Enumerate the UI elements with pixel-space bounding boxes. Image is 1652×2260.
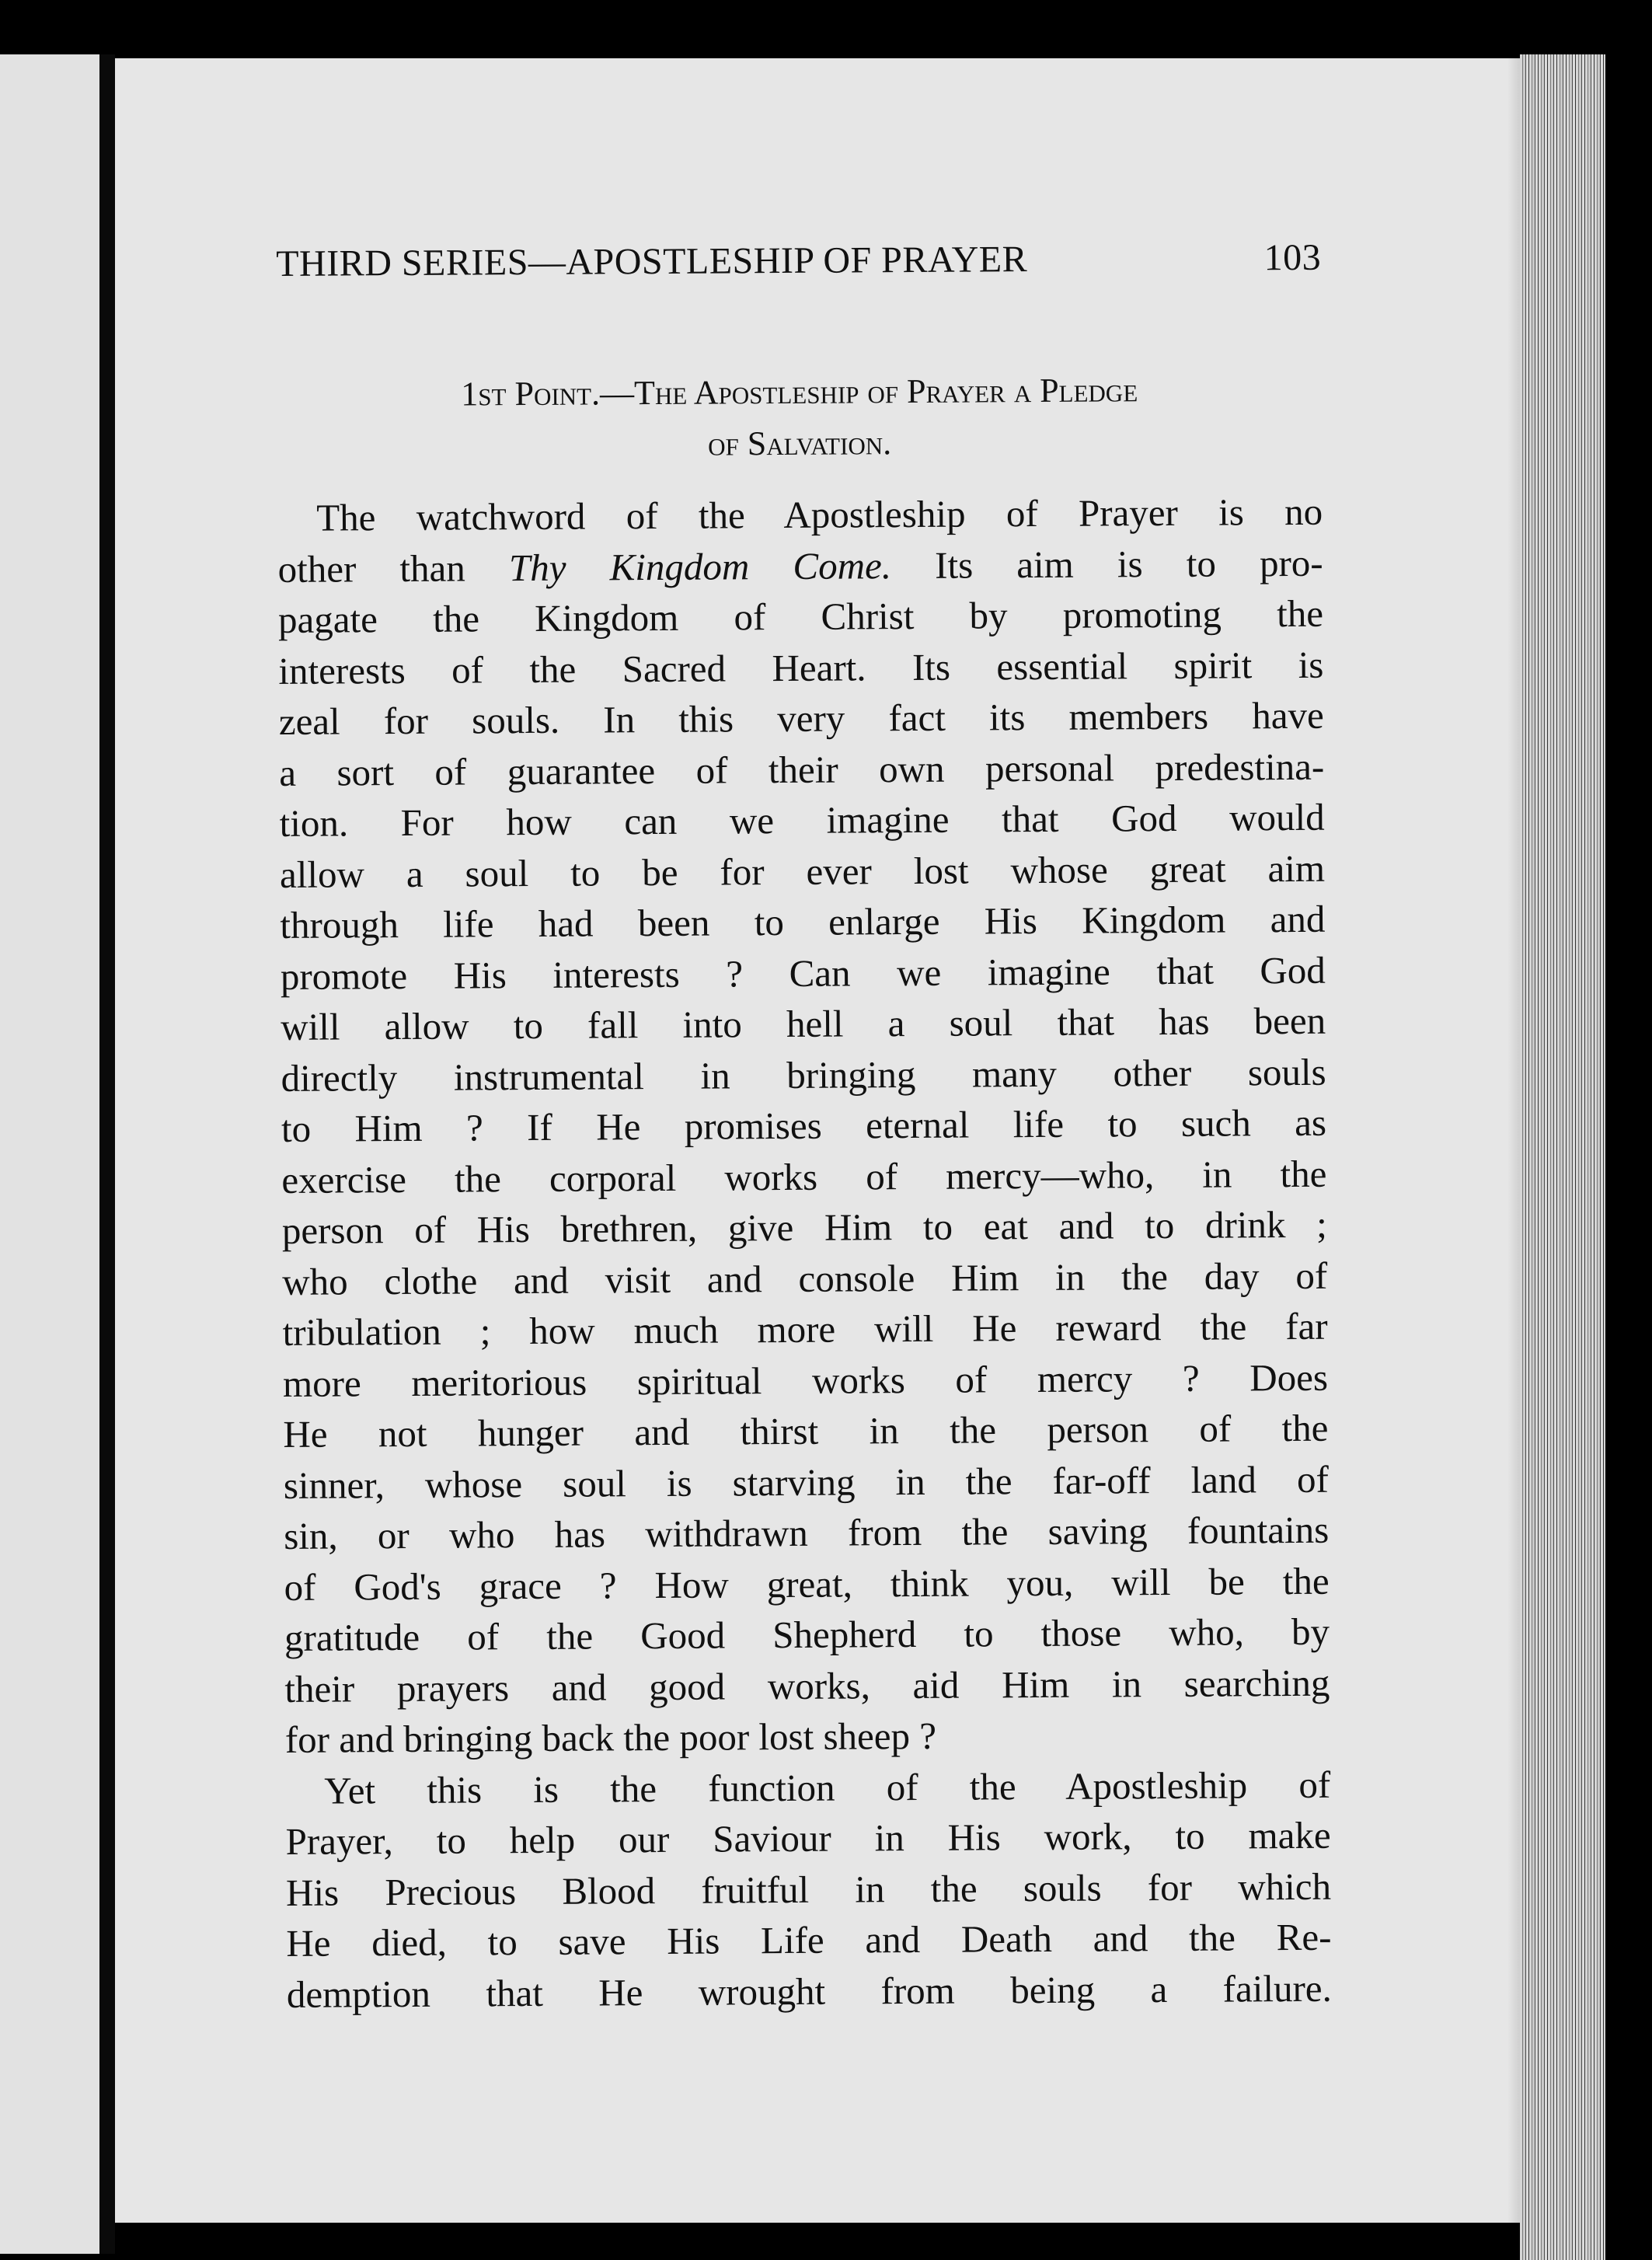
text-line: The watchword of the Apostleship of Prayer is no (316, 490, 1323, 539)
section-heading (277, 364, 1323, 473)
text-line: demption that He wrought from being a failure. (286, 1966, 1332, 2016)
text-fragment: other than (277, 546, 465, 591)
text-line: allow a soul to be for ever lost whose great aim (279, 846, 1326, 896)
text-line: through life had been to enlarge His Kingdom and (280, 897, 1326, 947)
text-line: His Precious Blood fruitful in the souls for which (285, 1864, 1332, 1914)
text-line: who clothe and visit and console Him in the day of (282, 1254, 1328, 1303)
text-line: He not hunger and thirst in the person of the (283, 1406, 1329, 1456)
section-heading-line-2: of Salvation. (708, 424, 892, 463)
text-line: their prayers and good works, aid Him in searching (284, 1661, 1330, 1711)
text-line: more meritorious spiritual works of mercy ? Does (282, 1355, 1329, 1405)
text-line: person of His brethren, give Him to eat and to drink ; (281, 1202, 1327, 1252)
stacked-page-edges (1520, 54, 1605, 2260)
text-line: will allow to fall into hell a soul that has been (281, 999, 1326, 1048)
text-line: Prayer, to help our Saviour in His work, to make (285, 1813, 1331, 1863)
facing-page-edge (0, 54, 99, 2254)
text-line: a sort of guarantee of their own personal predestina- (279, 745, 1325, 794)
paragraph-2 (285, 1759, 1332, 2020)
text-line: directly instrumental in bringing many other souls (281, 1050, 1326, 1100)
running-head (276, 227, 1321, 295)
text-line: exercise the corporal works of mercy—who, in the (281, 1152, 1327, 1201)
running-head-title: THIRD SERIES—APOSTLESHIP OF PRAYER (276, 239, 1028, 284)
text-line: He died, to save His Life and Death and the Re- (286, 1915, 1332, 1965)
text-line: of God's grace ? How great, think you, will be the (284, 1559, 1330, 1609)
text-line: to Him ? If He promises eternal life to such as (281, 1100, 1327, 1150)
text-line: tion. For how can we imagine that God would (279, 795, 1325, 845)
text-line: sin, or who has withdrawn from the saving fountains (284, 1508, 1330, 1557)
text-line: interests of the Sacred Heart. Its essential spirit is (278, 643, 1324, 692)
text-line (277, 537, 1323, 595)
section-heading-line-1: 1st Point.—The Apostleship of Prayer a Pledge (461, 371, 1138, 413)
text-line: zeal for souls. In this very fact its members have (278, 693, 1324, 743)
paragraph-1 (277, 487, 1330, 1766)
page-number: 103 (1263, 236, 1322, 279)
text-line: gratitude of the Good Shepherd to those who, by (284, 1610, 1330, 1659)
text-line: pagate the Kingdom of Christ by promoting the (277, 591, 1324, 641)
gutter-shadow (99, 54, 115, 2254)
text-line: Yet this is the function of the Apostleship of (324, 1763, 1331, 1812)
text-line: tribulation ; how much more will He reward the far (282, 1304, 1328, 1354)
text-line: for and bringing back the poor lost sheep ? (284, 1714, 937, 1761)
page-text-block (276, 227, 1332, 2020)
text-line: promote His interests ? Can we imagine that God (280, 948, 1326, 998)
text-fragment: Its aim is to pro- (935, 541, 1323, 587)
italic-phrase: Thy Kingdom Come. (508, 543, 892, 589)
text-line: sinner, whose soul is starving in the far-off land of (283, 1457, 1329, 1507)
